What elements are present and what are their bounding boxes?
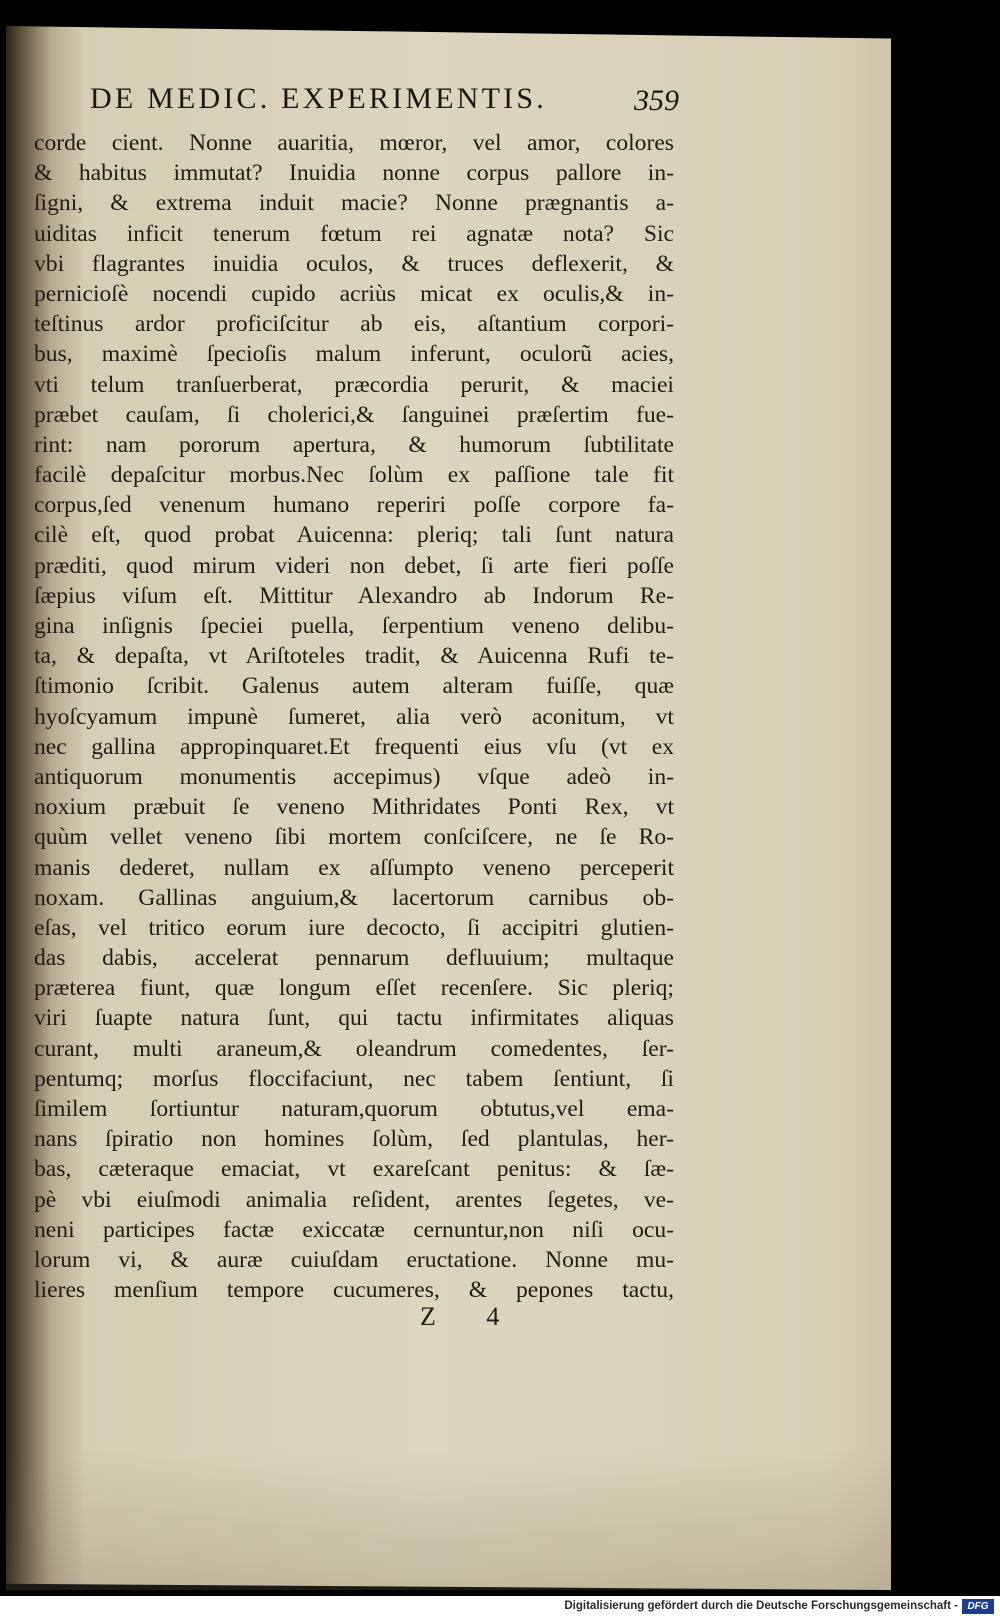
- text-line: quùm vellet veneno ſibi mortem conſciſcere, ne ſe Ro-: [34, 824, 674, 851]
- text-line: vti telum tranſuerberat, præcordia perurit, & maciei: [34, 371, 674, 398]
- text-line: ſigni, & extrema induit macie? Nonne prægnantis a-: [34, 190, 674, 217]
- text-line: noxam. Gallinas anguium,& lacertorum carnibus ob-: [34, 884, 674, 911]
- text-line: lieres menſium tempore cucumeres, & pepones tactu,: [34, 1277, 674, 1304]
- text-line: præbet cauſam, ſi cholerici,& ſanguinei præſertim fue-: [34, 401, 674, 428]
- text-line: cilè eſt, quod probat Auicenna: pleriq; tali ſunt natura: [34, 522, 674, 549]
- text-line: præterea fiunt, quæ longum eſſet recenſere. Sic pleriq;: [34, 975, 674, 1002]
- text-line: viri ſuapte natura ſunt, qui tactu infirmitates aliquas: [34, 1005, 674, 1032]
- text-line: & habitus immutat? Inuidia nonne corpus pallore in-: [34, 160, 674, 187]
- text-line: hyoſcyamum impunè ſumeret, alia verò aconitum, vt: [34, 703, 674, 730]
- text-line: curant, multi araneum,& oleandrum comedentes, ſer-: [34, 1035, 674, 1062]
- text-line: manis dederet, nullam ex aſſumpto veneno perceperit: [34, 854, 674, 881]
- body-text: [34, 128, 674, 1305]
- text-line: pentumq; morſus floccifaciunt, nec tabem ſentiunt, ſi: [34, 1065, 674, 1092]
- text-line: das dabis, accelerat pennarum defluuium; multaque: [34, 945, 674, 972]
- text-line: eſas, vel tritico eorum iure decocto, ſi accipitri glutien-: [34, 914, 674, 941]
- page-shadow: [6, 1450, 891, 1590]
- text-line: pernicioſè nocendi cupido acriùs micat ex oculis,& in-: [34, 280, 674, 307]
- text-line: ta, & depaſta, vt Ariſtoteles tradit, & Auicenna Rufi te-: [34, 643, 674, 670]
- text-line: uiditas inficit tenerum fœtum rei agnatæ nota? Sic: [34, 220, 674, 247]
- text-line: rint: nam pororum apertura, & humorum ſubtilitate: [34, 431, 674, 458]
- text-line: facilè depaſcitur morbus.Nec ſolùm ex paſſione tale fit: [34, 462, 674, 489]
- text-line: præditi, quod mirum videri non debet, ſi arte fieri poſſe: [34, 552, 674, 579]
- dfg-logo: DFG: [962, 1599, 994, 1614]
- text-line: vbi flagrantes inuidia oculos, & truces deflexerit, &: [34, 250, 674, 277]
- text-line: bus, maximè ſpecioſis malum inferunt, oculorũ acies,: [34, 341, 674, 368]
- running-head: DE MEDIC. EXPERIMENTIS.: [90, 82, 547, 115]
- text-line: gina inſignis ſpeciei puella, ſerpentium veneno delibu-: [34, 613, 674, 639]
- digitization-credit: Digitalisierung gefördert durch die Deutsche Forschungsgemeinschaft -: [564, 1600, 958, 1612]
- text-line: bas, cæteraque emaciat, vt exareſcant penitus: & ſæ-: [34, 1156, 674, 1183]
- text-line: nans ſpiratio non homines ſolùm, ſed plantulas, her-: [34, 1126, 674, 1153]
- text-line: corde cient. Nonne auaritia, mœror, vel amor, colores: [34, 130, 674, 156]
- text-line: ſimilem ſortiuntur naturam,quorum obtutus,vel ema-: [34, 1096, 674, 1122]
- page-number: 359: [634, 84, 679, 117]
- text-line: ſæpius viſum eſt. Mittitur Alexandro ab Indorum Re-: [34, 582, 674, 609]
- text-line: nec gallina appropinquaret.Et frequenti eius vſu (vt ex: [34, 733, 674, 760]
- text-line: ſtimonio ſcribit. Galenus autem alteram fuiſſe, quæ: [34, 673, 674, 700]
- text-line: noxium præbuit ſe veneno Mithridates Ponti Rex, vt: [34, 794, 674, 821]
- text-line: pè vbi eiuſmodi animalia reſident, arentes ſegetes, ve-: [34, 1186, 674, 1213]
- text-line: teſtinus ardor proficiſcitur ab eis, aſtantium corpori-: [34, 311, 674, 338]
- signature-mark: Z 4: [420, 1302, 522, 1331]
- text-line: antiquorum monumentis accepimus) vſque adeò in-: [34, 763, 674, 790]
- text-line: lorum vi, & auræ cuiuſdam eructatione. Nonne mu-: [34, 1246, 674, 1273]
- text-line: neni participes factæ exiccatæ cernuntur,non niſi ocu-: [34, 1216, 674, 1243]
- text-line: corpus,ſed venenum humano reperiri poſſe corpore fa-: [34, 492, 674, 519]
